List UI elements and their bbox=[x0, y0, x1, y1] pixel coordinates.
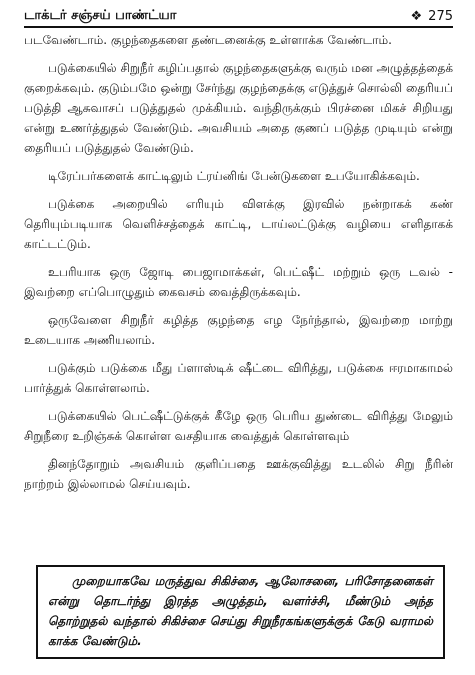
paragraph: படுக்கை அறையில் எரியும் விளக்கு இரவில் நன்றாகக் கண் தெரியும்படியாக வெளிச்சத்தைக் காட்டி, டாய்லட்டுக்கு வழியை எளிதாகக் காட்டட்டும். bbox=[24, 197, 453, 251]
paragraph: படுக்கும் படுக்கை மீது ப்ளாஸ்டிக் ஷீட்டை விரித்து, படுக்கை ஈரமாகாமல் பார்த்துக் கொள்ளலாம். bbox=[24, 361, 453, 395]
diamond-ornament-icon: ❖ bbox=[410, 9, 423, 24]
paragraph: படுக்கையில் சிறுநீர் கழிப்பதால் குழந்தைகளுக்கு வரும் மன அழுத்தத்தைக் குறைக்கவும். குடும்பமே ஒன்று சேர்ந்து குழந்தைக்கு எடுத்துச் சொல்லி தைரியப் படுத்தி ஆசுவாசப் படுத்துதல் முக்கியம். வந்திருக்கும் பிரச்னை மிகச் சிறியது என்று உணர்த்துதல் வேண்டும். அவசியம் அதை குணப் படுத்த முடியும் என்று தைரியப் படுத்துதல் வேண்டும். bbox=[24, 61, 453, 155]
highlight-note-box bbox=[36, 565, 445, 659]
note-text: முறையாகவே மருத்துவ சிகிச்சை, ஆலோசனை, பரிசோதனைகள் என்று தொடர்ந்து இரத்த அழுத்தம், வளர்ச்சி, மீண்டும் அந்த தொற்றுதல் வந்தால் சிகிச்சை செய்து சிறுநீரகங்களுக்குக் கேடு வராமல் காக்க வேண்டும். bbox=[48, 574, 433, 648]
page-body bbox=[24, 30, 453, 502]
paragraph: தினந்தோறும் அவசியம் குளிப்பதை ஊக்குவித்து உடலில் சிறு நீரின் நாற்றம் இல்லாமல் செய்யவும். bbox=[24, 457, 453, 491]
book-author-title: டாக்டர் சஞ்சய் பாண்ட்யா bbox=[24, 8, 177, 23]
page-number-block bbox=[411, 9, 453, 26]
paragraph: டிரேப்பர்களைக் காட்டிலும் ட்ரய்னிங் பேன்டுகளை உபயோகிக்கவும். bbox=[48, 169, 420, 183]
paragraph: படவேண்டாம். குழந்தைகளை தண்டனைக்கு உள்ளாக்க வேண்டாம். bbox=[24, 33, 392, 47]
paragraph: ஒருவேளை சிறுநீர் கழித்த குழந்தை எழ நேர்ந்தால், இவற்றை மாற்று உடையாக அணியலாம். bbox=[24, 313, 454, 347]
paragraph: படுக்கையில் பெட்ஷீட்டுக்குக் கீழே ஒரு பெரிய துண்டை விரித்து மேலும் சிறுநீரை உறிஞ்சுக் கொள்ள வசதியாக வைத்துக் கொள்ளவும் bbox=[24, 409, 453, 443]
page-header bbox=[24, 6, 453, 28]
page-number: 275 bbox=[428, 9, 453, 24]
paragraph: உபரியாக ஒரு ஜோடி பைஜாமாக்கள், பெட்ஷீட் மற்றும் ஒரு டவல் - இவற்றை எப்பொழுதும் கைவசம் வைத்திருக்கவும். bbox=[24, 265, 453, 299]
